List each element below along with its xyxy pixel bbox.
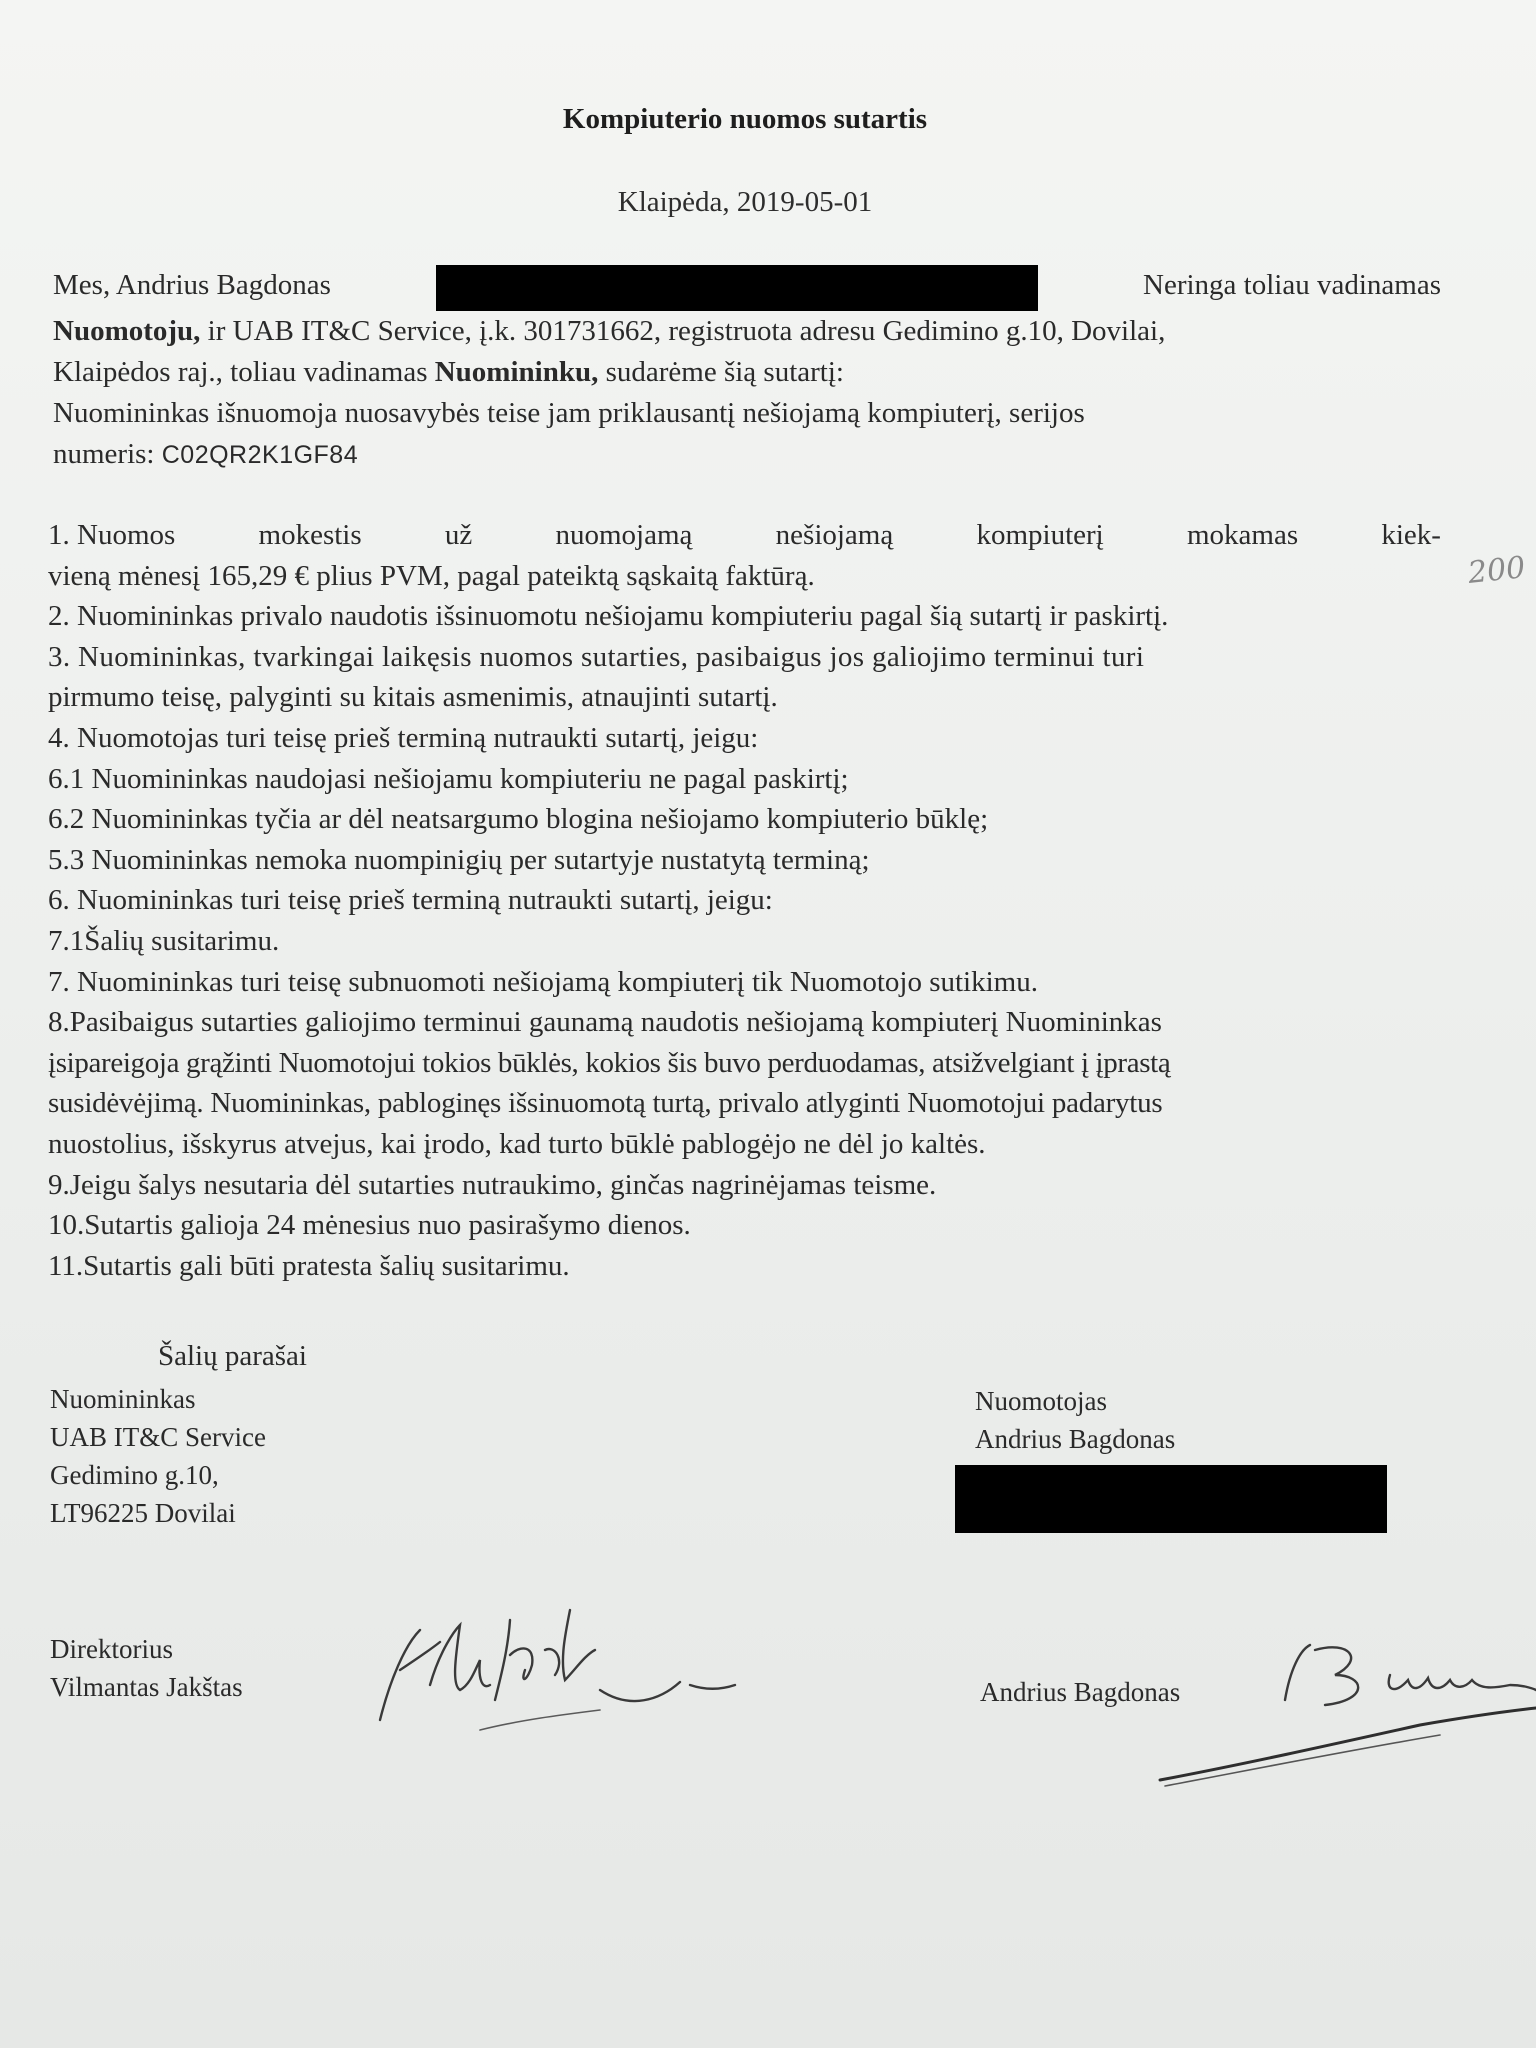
lessee-street: Gedimino g.10, [50,1460,219,1490]
clause-1 [48,515,1441,556]
lessee-city: LT96225 Dovilai [50,1498,236,1528]
clause-6: 6. Nuomininkas turi teisę prieš terminą nutraukti sutartį, jeigu: [48,884,773,917]
lessor-name: Andrius Bagdonas [975,1424,1176,1454]
lessee-company: UAB IT&C Service [50,1422,266,1452]
clause-2: 2. Nuomininkas privalo naudotis išsinuomotu nešiojamu kompiuteriu pagal šią sutartį ir paskirtį. [48,600,1169,633]
intro-parties-start: Mes, Andrius Bagdonas [53,269,331,301]
handwritten-margin-note: 200 [1466,550,1527,591]
place-date: Klaipėda, 2019-05-01 [617,186,873,218]
lessor-signer-name: Andrius Bagdonas [980,1677,1181,1707]
serial-number: C02QR2K1GF84 [161,441,359,469]
clause-1-word: kiek- [1381,519,1441,551]
lessee-role: Nuomininkas [50,1384,196,1414]
clause-3: 3. Nuomininkas, tvarkingai laikęsis nuomos sutarties, pasibaigus jos galiojimo terminui turi [48,640,1145,673]
clause-10: 10.Sutartis galioja 24 mėnesius nuo pasirašymo dienos. [48,1209,691,1242]
intro-company: ir UAB IT&C Service, į.k. 301731662, registruota adresu Gedimino g.10, Dovilai, [200,315,1166,347]
intro-district: Klaipėdos raj., toliau vadinamas [53,356,435,388]
clause-4: 4. Nuomotojas turi teisę prieš terminą nutraukti sutartį, jeigu: [48,721,759,754]
clause-11: 11.Sutartis gali būti pratesta šalių susitarimu. [48,1249,570,1282]
intro-line-2 [53,311,1441,352]
clause-1-word: už [444,519,473,551]
intro-line-4: Nuomininkas išnuomoja nuosavybės teise jam priklausantį nešiojamą kompiuterį, serijos [53,397,1085,429]
intro-parties-end: Neringa toliau vadinamas [1143,269,1441,301]
clause-1-cont: vieną mėnesį 165,29 € plius PVM, pagal pateiktą sąskaitą faktūrą. [48,559,815,592]
term-nuomininku: Nuomininku, [434,356,599,388]
director-title: Direktorius [50,1634,173,1664]
clause-8: 8.Pasibaigus sutarties galiojimo terminui gaunamą naudotis nešiojamą kompiuterį Nuomininkas [48,1006,1162,1039]
clause-6-1: 6.1 Nuomininkas naudojasi nešiojamu kompiuteriu ne pagal paskirtį; [48,762,849,795]
director-name: Vilmantas Jakštas [50,1672,243,1702]
clause-1-word: mokamas [1186,519,1299,551]
lessor-signature [1150,1630,1536,1810]
clause-7-1: 7.1Šalių susitarimu. [48,924,280,957]
lessee-block [50,1380,266,1532]
intro-agreement: sudarėme šią sutartį: [598,356,844,388]
clause-1-word: mokestis [258,519,362,551]
clause-1-word: kompiuterį [976,519,1104,551]
clause-1-word: nešiojamą [775,519,894,551]
intro-line-1 [53,265,1441,311]
clause-5-3: 5.3 Nuomininkas nemoka nuompinigių per sutartyje nustatytą terminą; [48,843,870,876]
clause-6-2: 6.2 Nuomininkas tyčia ar dėl neatsargumo blogina nešiojamo kompiuterio būklę; [48,803,989,836]
lessor-block [975,1382,1175,1458]
serial-label: numeris: [53,438,162,470]
signatures-heading: Šalių parašai [158,1340,307,1372]
clause-8-line-3: susidėvėjimą. Nuomininkas, pabloginęs išsinuomotą turtą, privalo atlyginti Nuomotojui padarytus [48,1087,1163,1120]
clauses-list [48,515,1441,1286]
redaction-bar [955,1465,1387,1533]
intro-line-3 [53,352,1441,393]
lessor-role: Nuomotojas [975,1386,1107,1416]
intro-paragraph [53,265,1441,476]
intro-line-5 [53,434,1441,476]
clause-3-cont: pirmumo teisę, palyginti su kitais asmenimis, atnaujinti sutartį. [48,681,778,714]
term-nuomotoju: Nuomotoju, [53,315,201,347]
clause-1-word: 1. Nuomos [48,519,176,551]
clause-8-line-2: įsipareigoja grąžinti Nuomotojui tokios būklės, kokios šis buvo perduodamas, atsižvelgiant į įprastą [48,1046,1171,1079]
clause-8-line-4: nuostolius, išskyrus atvejus, kai įrodo, kad turto būklė pablogėjo ne dėl jo kaltės. [48,1127,986,1160]
redaction-bar [436,265,1038,311]
document-title: Kompiuterio nuomos sutartis [562,103,928,135]
clause-9: 9.Jeigu šalys nesutaria dėl sutarties nutraukimo, ginčas nagrinėjamas teisme. [48,1168,937,1201]
director-block [50,1630,243,1706]
director-signature [360,1590,760,1740]
clause-7: 7. Nuomininkas turi teisę subnuomoti nešiojamą kompiuterį tik Nuomotojo sutikimu. [48,965,1038,998]
clause-1-word: nuomojamą [555,519,693,551]
